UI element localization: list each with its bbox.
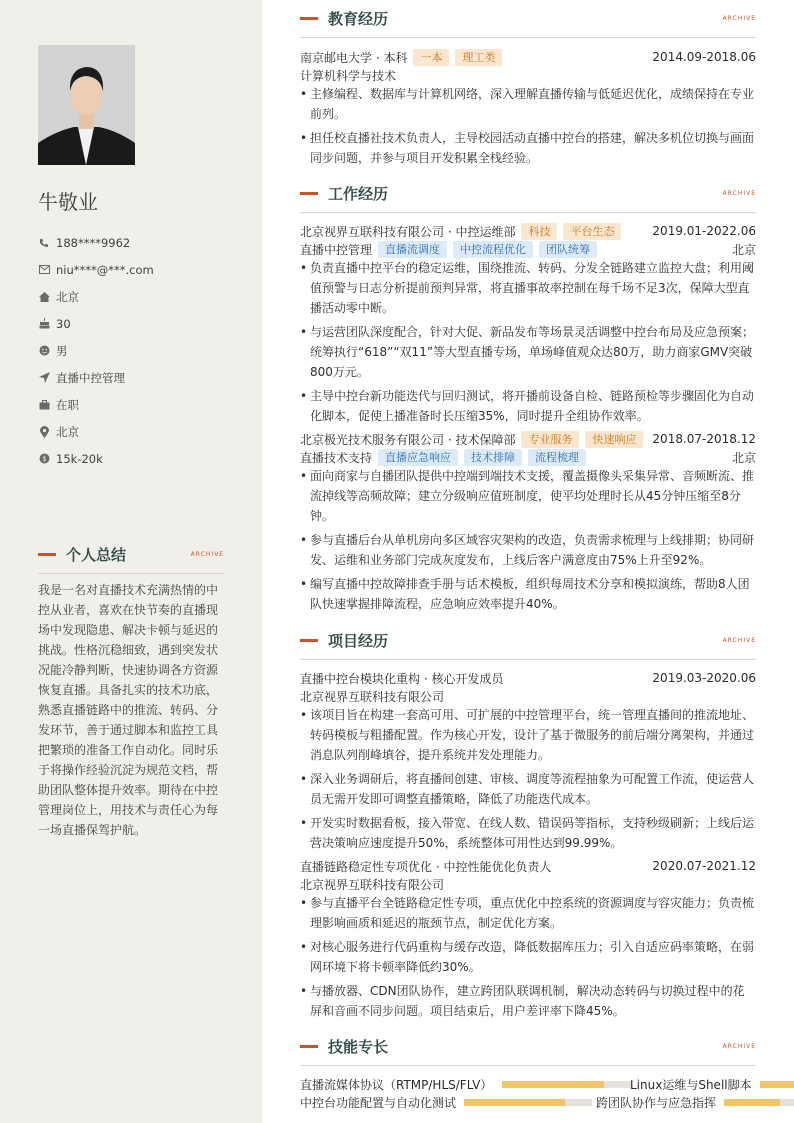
list-item: • 面向商家与自播团队提供中控端到端技术支援，覆盖摄像头采集异常、音频断流、推流掉线等高频故障；建立分级响应值班制度，使平均处理时长从45分钟压缩至8分钟。 xyxy=(300,466,756,526)
project-bullets xyxy=(300,893,756,1025)
skill-name: 中控台功能配置与自动化测试 xyxy=(300,1095,457,1110)
company-tag: 平台生态 xyxy=(563,223,621,240)
list-item: • 该项目旨在构建一套高可用、可扩展的中控管理平台，统一管理直播间的推流地址、转码模板与粗播配置。作为核心开发，设计了基于微服务的前后端分离架构，并通过消息队列削峰填谷，提升系统并发处理能力。 xyxy=(300,705,756,765)
location-pin-icon xyxy=(38,426,50,438)
info-email xyxy=(38,256,154,283)
company-tag: 科技 xyxy=(521,223,557,240)
sidebar xyxy=(0,0,262,1123)
info-location xyxy=(38,418,154,445)
info-home xyxy=(38,283,154,310)
info-salary-text: 15k-20k xyxy=(56,451,103,466)
company-tag: 快速响应 xyxy=(585,431,643,448)
list-item: • 担任校直播社技术负责人，主导校园活动直播中控台的搭建，解决多机位切换与画面同步问题，并参与项目开发积累全栈经验。 xyxy=(300,128,756,168)
job-role-row xyxy=(300,448,756,466)
education-tag: 一本 xyxy=(413,49,449,66)
skill-name: 跨团队协作与应急指挥 xyxy=(596,1095,717,1110)
project-date: 2019.03-2020.06 xyxy=(652,671,756,685)
skills-section-header xyxy=(300,1036,756,1066)
skill-level-bar xyxy=(724,1099,794,1106)
skill-level-bar xyxy=(464,1099,592,1106)
info-age xyxy=(38,310,154,337)
summary-title: 个人总结 xyxy=(66,546,127,564)
info-phone xyxy=(38,229,154,256)
project-name: 直播中控台模块化重构 · 核心开发成员 xyxy=(300,671,504,686)
svg-text:$: $ xyxy=(41,455,47,463)
info-salary xyxy=(38,445,154,472)
job-bullets xyxy=(300,258,756,430)
info-gender-text: 男 xyxy=(56,343,68,358)
skill-row xyxy=(596,1094,794,1110)
info-location-text: 北京 xyxy=(56,424,79,439)
section-accent-bar xyxy=(300,639,318,642)
archive-label: ARCHIVE xyxy=(190,551,224,558)
work-section-header xyxy=(300,183,756,213)
skill-level-fill xyxy=(724,1099,780,1106)
info-age-text: 30 xyxy=(56,316,71,331)
school-name: 南京邮电大学 · 本科 xyxy=(300,50,408,65)
info-status xyxy=(38,391,154,418)
skill-tag: 技术排障 xyxy=(464,449,522,466)
job-date: 2019.01-2022.06 xyxy=(652,224,756,238)
section-accent-bar xyxy=(300,17,318,20)
projects-title: 项目经历 xyxy=(328,632,389,650)
candidate-name: 牛敬业 xyxy=(38,190,98,214)
salary-icon xyxy=(38,453,50,465)
education-date: 2014.09-2018.06 xyxy=(652,50,756,64)
profile-photo xyxy=(38,45,135,165)
skill-name: Linux运维与Shell脚本 xyxy=(630,1077,752,1092)
skill-level-bar xyxy=(760,1081,794,1088)
summary-section-header xyxy=(38,544,224,574)
section-accent-bar xyxy=(300,1045,318,1048)
info-phone-text: 188****9962 xyxy=(56,235,131,250)
archive-label: ARCHIVE xyxy=(722,15,756,22)
job-city: 北京 xyxy=(731,450,756,465)
project-entry-header xyxy=(300,857,756,875)
project-company: 北京视界互联科技有限公司 xyxy=(300,689,445,704)
info-target-job xyxy=(38,364,154,391)
list-item: • 开发实时数据看板，接入带宽、在线人数、错误码等指标，支持秒级刷新；上线后运营决策响应速度提升50%，系统整体可用性达到99.99%。 xyxy=(300,813,756,853)
project-name: 直播链路稳定性专项优化 · 中控性能优化负责人 xyxy=(300,859,552,874)
skill-tag: 流程梳理 xyxy=(528,449,586,466)
info-email-text: niu****@***.com xyxy=(56,262,154,277)
info-home-text: 北京 xyxy=(56,289,79,304)
job-city: 北京 xyxy=(731,242,756,257)
company-name: 北京极光技术服务有限公司 · 技术保障部 xyxy=(300,432,516,447)
skill-row xyxy=(300,1094,592,1110)
skill-name: 直播流媒体协议（RTMP/HLS/FLV） xyxy=(300,1077,493,1092)
project-bullets xyxy=(300,705,756,857)
archive-label: ARCHIVE xyxy=(722,637,756,644)
skill-row xyxy=(630,1076,794,1092)
gender-icon xyxy=(38,345,50,357)
list-item: • 参与直播平台全链路稳定性专项，重点优化中控系统的资源调度与容灾能力；负责梳理影响画质和延迟的瓶颈节点，制定优化方案。 xyxy=(300,893,756,933)
briefcase-icon xyxy=(38,399,50,411)
list-item: • 主导中控台新功能迭代与回归测试，将开播前设备自检、链路预检等步骤固化为自动化脚本，促使上播准备时长压缩35%，同时提升全组协作效率。 xyxy=(300,386,756,426)
send-icon xyxy=(38,372,50,384)
project-company-row xyxy=(300,875,756,893)
projects-section-header xyxy=(300,630,756,660)
job-entry-header xyxy=(300,430,756,448)
project-entry-header xyxy=(300,669,756,687)
archive-label: ARCHIVE xyxy=(722,1043,756,1050)
email-icon xyxy=(38,264,50,276)
education-bullets xyxy=(300,84,756,172)
education-major-row xyxy=(300,66,756,84)
job-role-row xyxy=(300,240,756,258)
company-name: 北京视界互联科技有限公司 · 中控运维部 xyxy=(300,224,516,239)
skill-tag: 团队统筹 xyxy=(539,241,597,258)
skill-level-bar xyxy=(502,1081,632,1088)
work-title: 工作经历 xyxy=(328,185,389,203)
education-title: 教育经历 xyxy=(328,10,389,28)
skill-level-fill xyxy=(464,1099,565,1106)
education-tag: 理工类 xyxy=(455,49,502,66)
skill-row xyxy=(300,1076,632,1092)
skills-title: 技能专长 xyxy=(328,1038,389,1056)
job-role: 直播技术支持 xyxy=(300,450,373,465)
skill-tag: 中控流程优化 xyxy=(453,241,533,258)
list-item: • 主修编程、数据库与计算机网络，深入理解直播传输与低延迟优化，成绩保持在专业前列。 xyxy=(300,84,756,124)
summary-text: 我是一名对直播技术充满热情的中控从业者，喜欢在快节奏的直播现场中发现隐患、解决卡顿与延迟的挑战。性格沉稳细致，遇到突发状况能冷静判断，快速协调各方资源恢复直播。具备扎实的技术功底，熟悉直播链路中的推流、转码、分发环节，善于通过脚本和监控工具把繁琐的准备工作自动化。同时乐于将操作经验沉淀为规范文档，帮助团队整体提升效率。期待在中控管理岗位上，用技术与责任心为每一场直播保驾护航。 xyxy=(38,583,219,837)
info-status-text: 在职 xyxy=(56,397,79,412)
skill-tag: 直播流调度 xyxy=(378,241,447,258)
info-target-job-text: 直播中控管理 xyxy=(56,370,125,385)
job-entry-header xyxy=(300,222,756,240)
section-accent-bar xyxy=(300,192,318,195)
skill-tag: 直播应急响应 xyxy=(378,449,458,466)
project-date: 2020.07-2021.12 xyxy=(652,859,756,873)
skill-level-fill xyxy=(502,1081,603,1088)
birthday-cake-icon xyxy=(38,318,50,330)
education-section-header xyxy=(300,8,756,38)
section-accent-bar xyxy=(38,553,56,556)
list-item: • 与播放器、CDN团队协作，建立跨团队联调机制，解决动态转码与切换过程中的花屏和音画不同步问题。项目结束后，用户差评率下降45%。 xyxy=(300,981,756,1021)
project-company: 北京视界互联科技有限公司 xyxy=(300,877,445,892)
phone-icon xyxy=(38,237,50,249)
job-role: 直播中控管理 xyxy=(300,242,373,257)
education-entry-header xyxy=(300,48,756,66)
list-item: • 对核心服务进行代码重构与缓存改造，降低数据库压力；引入自适应码率策略，在弱网环境下将卡顿率降低约30%。 xyxy=(300,937,756,977)
skill-level-fill xyxy=(760,1081,794,1088)
home-icon xyxy=(38,291,50,303)
info-gender xyxy=(38,337,154,364)
list-item: • 参与直播后台从单机房向多区域容灾架构的改造，负责需求梳理与上线排期；协同研发、运维和业务部门完成灰度发布，上线后客户满意度由75%上升至92%。 xyxy=(300,530,756,570)
job-date: 2018.07-2018.12 xyxy=(652,432,756,446)
list-item: • 深入业务调研后，将直播间创建、审核、调度等流程抽象为可配置工作流，使运营人员无需开发即可调整直播策略，降低了功能迭代成本。 xyxy=(300,769,756,809)
list-item: • 负责直播中控平台的稳定运维，围绕推流、转码、分发全链路建立监控大盘；利用阈值预警与日志分析提前预判异常，将直播事故率控制在每千场不足3次，保障大型直播活动零中断。 xyxy=(300,258,756,318)
list-item: • 编写直播中控故障排查手册与话术模板，组织每周技术分享和模拟演练，帮助8人团队快速掌握排障流程，应急响应效率提升40%。 xyxy=(300,574,756,614)
archive-label: ARCHIVE xyxy=(722,190,756,197)
project-company-row xyxy=(300,687,756,705)
list-item: • 与运营团队深度配合，针对大促、新品发布等场景灵活调整中控台布局及应急预案；统筹执行“618”“双11”等大型直播专场，单场峰值观众达80万，助力商家GMV突破800万元。 xyxy=(300,322,756,382)
major-name: 计算机科学与技术 xyxy=(300,68,397,83)
job-bullets xyxy=(300,466,756,618)
company-tag: 专业服务 xyxy=(521,431,579,448)
contact-info-list xyxy=(38,229,154,472)
